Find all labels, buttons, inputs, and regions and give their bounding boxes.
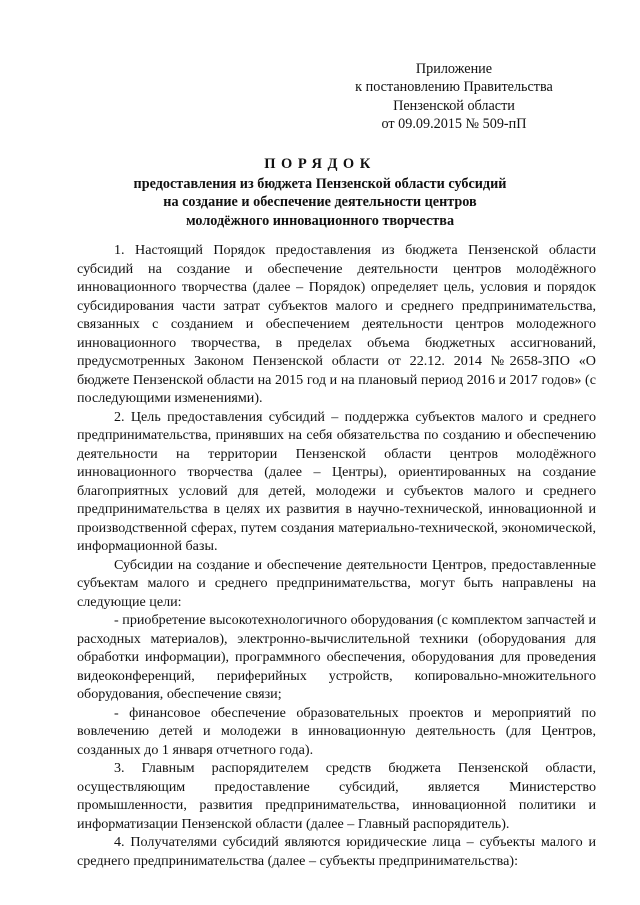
appendix-line: к постановлению Правительства [355,79,553,96]
paragraph-2: 2. Цель предоставления субсидий – поддержка субъектов малого и среднего предпринимательства, принявших на себя обязательства по созданию и обеспечению деятельности на территории Пензенской области центров молодёжного инновационного творчества (далее – Центры), ориентированных на создание благоприятных условий для детей, молодежи и субъектов малого и среднего предпринимательства в целях их развития в научно-технической, инновационной и производственной сферах, путем создания материально-технической, экономической, информационной базы. [77,408,596,554]
paragraph-subsidies: Субсидии на создание и обеспечение деятельности Центров, предоставленные субъектам малого и среднего предпринимательства, могут быть направлены на следующие цели: [77,556,596,610]
subtitle-line: молодёжного инновационного творчества [185,212,455,229]
appendix-line: от 09.09.2015 № 509-пП [381,116,527,133]
document-subtitle [80,175,560,230]
subtitle-line: предоставления из бюджета Пензенской области субсидий [133,176,507,192]
document-title: ПОРЯДОК [264,156,376,172]
appendix-header [340,60,568,134]
appendix-line: Пензенской области [393,97,515,114]
paragraph-3: 3. Главным распорядителем средств бюджета Пензенской области, осуществляющим предоставление субсидий, является Министерство промышленности, развития предпринимательства, инновационной политики и информатизации Пензенской области (далее – Главный распорядитель). [77,760,596,832]
paragraph-1: 1. Настоящий Порядок предоставления из бюджета Пензенской области субсидий на создание и обеспечение деятельности центров молодёжного инновационного творчества (далее – Порядок) определяет цель, условия и порядок субсидирования части затрат субъектов малого и среднего предпринимательства, связанных с созданием и обеспечением деятельности центров молодежного инновационного творчества, в пределах объема бюджетных ассигнований, предусмотренных Законом Пензенской области от 22.12. 2014 №2658-ЗПО «О бюджете Пензенской области на 2015 год и на плановый период 2016 и 2017 годов» (с последующими изменениями). [77,242,596,406]
appendix-line: Приложение [415,61,493,77]
subtitle-line: на создание и обеспечение деятельности центров [163,194,477,211]
paragraph-4: 4. Получателями субсидий являются юридические лица – субъекты малого и среднего предпринимательства (далее – субъекты предпринимательства): [77,834,596,869]
list-item-equipment: - приобретение высокотехнологичного оборудования (с комплектом запчастей и расходных материалов), электронно-вычислительной техники (оборудования для обработки информации), программного обеспечения, оборудования для проведения видеоконференций, периферийных устройств, копировально-множительного оборудования, обеспечение связи; [77,612,596,702]
document-body [77,241,596,870]
list-item-financing: - финансовое обеспечение образовательных проектов и мероприятий по вовлечению детей и молодежи в инновационную деятельность (для Центров, созданных до 1 января отчетного года). [77,704,596,758]
